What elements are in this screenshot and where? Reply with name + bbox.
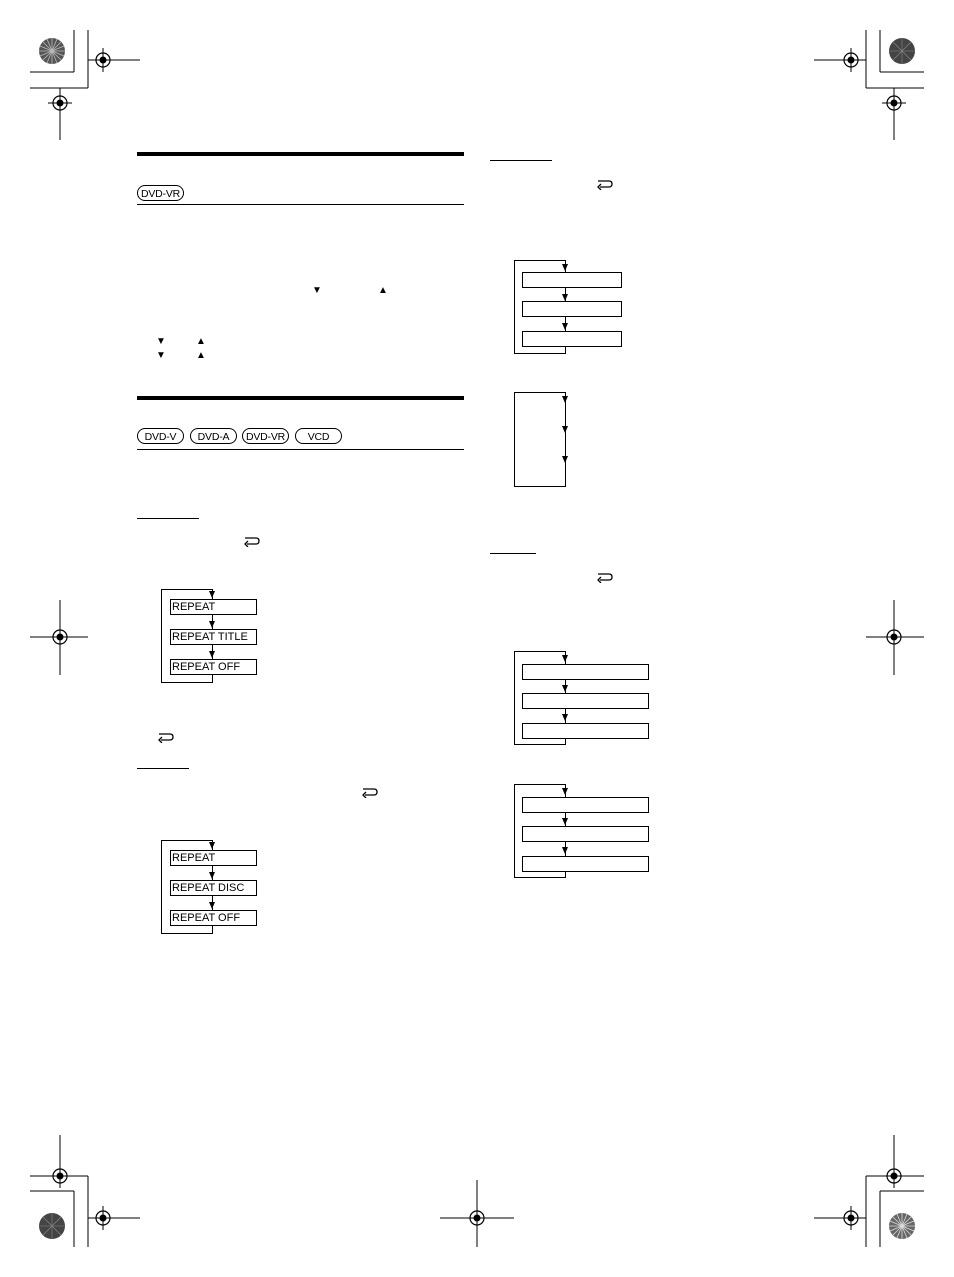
flow-item-repeat: REPEAT <box>170 599 257 615</box>
flow-arrow <box>562 456 568 463</box>
flow-arrow <box>562 294 568 301</box>
disc-badge-vcd: VCD <box>295 428 342 444</box>
repeat-flow-dvd-video <box>161 589 261 684</box>
flow-arrow <box>562 264 568 271</box>
flow-item <box>522 301 622 317</box>
flow-arrow <box>562 426 568 433</box>
flow-item-repeat-title: REPEAT TITLE <box>170 629 257 645</box>
flow-item-repeat-off: REPEAT OFF <box>170 910 257 926</box>
flow-arrow <box>562 714 568 721</box>
down-arrow-icon: ▼ <box>156 350 166 361</box>
flow-item <box>522 272 622 288</box>
subheading-underline <box>490 160 552 161</box>
repeat-icon <box>595 178 613 190</box>
flow-arrow <box>209 651 215 658</box>
flow-item-repeat-disc: REPEAT DISC <box>170 880 257 896</box>
flow-item-repeat: REPEAT <box>170 850 257 866</box>
flow-item <box>522 797 649 813</box>
flow-item <box>522 856 649 872</box>
flow-item-repeat-off: REPEAT OFF <box>170 659 257 675</box>
flow-arrow <box>209 842 215 849</box>
flow-arrow <box>562 396 568 403</box>
repeat-icon <box>156 731 174 743</box>
up-arrow-icon: ▲ <box>378 285 388 296</box>
flow-loop-line <box>565 392 566 487</box>
repeat-flow-right-3 <box>514 651 652 746</box>
flow-item <box>522 723 649 739</box>
repeat-flow-right-2 <box>514 392 574 488</box>
disc-badge-dvd-vr: DVD-VR <box>137 185 184 201</box>
disc-badge-dvd-a: DVD-A <box>190 428 237 444</box>
subheading-underline <box>137 768 189 769</box>
flow-arrow <box>562 655 568 662</box>
flow-item <box>522 826 649 842</box>
repeat-icon <box>242 535 260 547</box>
repeat-flow-right-4 <box>514 784 652 879</box>
flow-arrow <box>562 847 568 854</box>
flow-item <box>522 331 622 347</box>
down-arrow-icon: ▼ <box>156 336 166 347</box>
flow-arrow <box>562 818 568 825</box>
flow-arrow <box>209 591 215 598</box>
flow-arrow <box>562 788 568 795</box>
flow-arrow <box>209 621 215 628</box>
repeat-flow-right-1 <box>514 260 626 355</box>
repeat-icon <box>595 571 613 583</box>
disc-badge-dvd-vr: DVD-VR <box>242 428 289 444</box>
flow-loop-frame <box>514 392 566 487</box>
repeat-icon <box>360 786 378 798</box>
up-arrow-icon: ▲ <box>196 350 206 361</box>
subheading-underline <box>137 518 199 519</box>
flow-arrow <box>562 323 568 330</box>
badges-underline <box>137 449 464 450</box>
badge-underline <box>137 204 464 205</box>
flow-arrow <box>562 685 568 692</box>
repeat-flow-dvd-audio <box>161 840 261 935</box>
down-arrow-icon: ▼ <box>312 285 322 296</box>
section-rule-repeat <box>137 396 464 400</box>
subheading-underline <box>490 553 536 554</box>
flow-item <box>522 664 649 680</box>
flow-item <box>522 693 649 709</box>
section-rule-top <box>137 152 464 156</box>
flow-arrow <box>209 902 215 909</box>
flow-arrow <box>209 872 215 879</box>
up-arrow-icon: ▲ <box>196 336 206 347</box>
disc-badge-dvd-v: DVD-V <box>137 428 184 444</box>
